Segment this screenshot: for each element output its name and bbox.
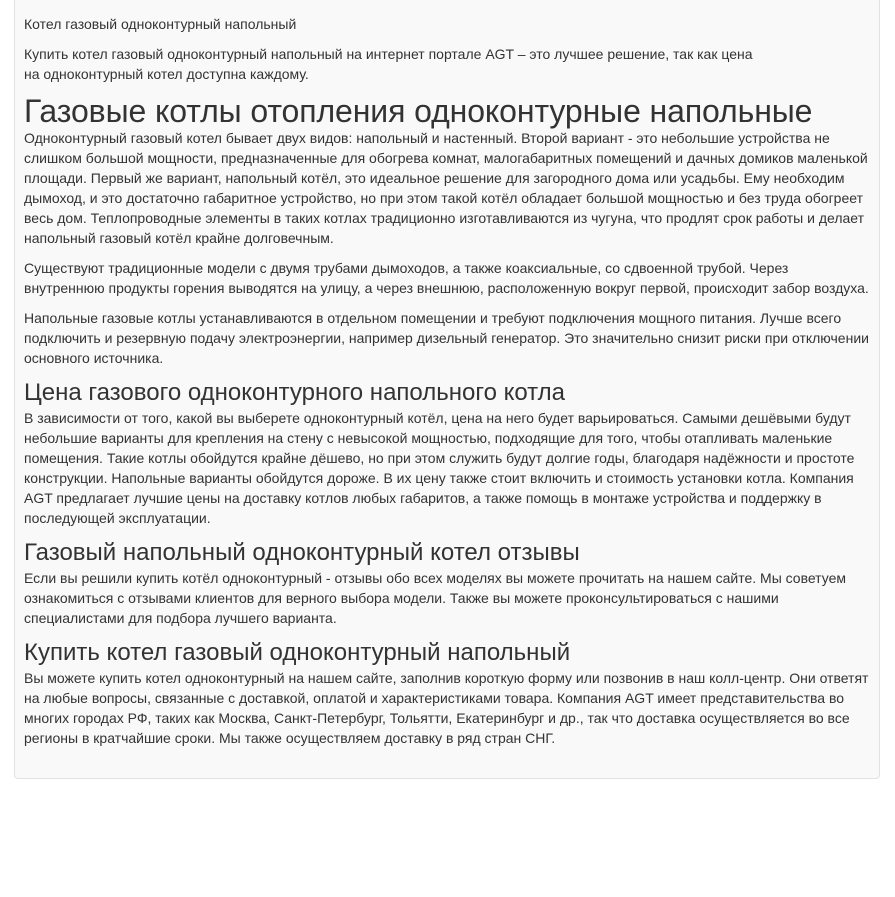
- section-paragraph: Вы можете купить котел одноконтурный на нашем сайте, заполнив короткую форму или позвонив в наш колл-центр. Они ответят на любые вопросы, связанные с доставкой, оплатой и характеристиками товара. Компания AGT имеет представительства во многих городах РФ, таких как Москва, Санкт-Петербург, Тольятти, Екатеринбург и др., так что доставка осуществляется во все регионы в кратчайшие сроки. Мы также осуществляем доставку в ряд стран СНГ.: [24, 670, 869, 746]
- content-well: [14, 0, 880, 779]
- section-buy: [24, 638, 871, 748]
- section-paragraph: Одноконтурный газовый котел бывает двух видов: напольный и настенный. Второй вариант - это небольшие устройства не слишком большой мощности, предназначенные для обогрева комнат, малогабаритных помещений и дачных домиков маленькой площади. Первый же вариант, напольный котёл, это идеальное решение для загородного дома или усадьбы. Ему необходим дымоход, и это достаточно габаритное устройство, но при этом такой котёл обладает большой мощностью и без труда обогреет весь дом. Теплопроводные элементы в таких котлах традиционно изготавливаются из чугуна, что продлят срок работы и делает напольный газовый котёл крайне долговечным.: [24, 130, 868, 246]
- section-heading: Цена газового одноконтурного напольного котла: [24, 379, 565, 406]
- intro-title: Котел газовый одноконтурный напольный: [24, 16, 297, 32]
- section-reviews: [24, 538, 871, 628]
- section-paragraph: В зависимости от того, какой вы выберете одноконтурный котёл, цена на него будет варьироваться. Самыми дешёвыми будут небольшие варианты для крепления на стену с невысокой мощностью, подходящие для того, чтобы отапливать маленькие помещения. Такие котлы обойдутся крайне дёшево, но при этом служить будут долгие годы, благодаря надёжности и простоте конструкции. Напольные варианты обойдутся дороже. В их цену также стоит включить и стоимость установки котла. Компания AGT предлагает лучшие цены на доставку котлов любых габаритов, а также помощь в монтаже устройства и поддержку в последующей эксплуатации.: [24, 410, 855, 526]
- section-heading: Газовый напольный одноконтурный котел отзывы: [24, 539, 580, 566]
- section-gas-boilers: [24, 94, 871, 368]
- section-paragraph: Существуют традиционные модели с двумя трубами дымоходов, а также коаксиальные, со сдвоенной трубой. Через внутреннюю продукты горения выводятся на улицу, а через внешнюю, расположенную вокруг первой, происходит забор воздуха.: [24, 260, 869, 296]
- section-price: [24, 378, 871, 528]
- section-paragraph: Напольные газовые котлы устанавливаются в отдельном помещении и требуют подключения мощного питания. Лучше всего подключить и резервную подачу электроэнергии, например дизельный генератор. Это значительно снизит риски при отключении основного источника.: [24, 310, 869, 366]
- section-heading: Купить котел газовый одноконтурный напольный: [24, 639, 571, 666]
- section-heading: Газовые котлы отопления одноконтурные напольные: [24, 93, 813, 129]
- section-paragraph: Если вы решили купить котёл одноконтурный - отзывы обо всех моделях вы можете прочитать на нашем сайте. Мы советуем ознакомиться с отзывами клиентов для верного выбора модели. Также вы можете проконсультироваться с нашими специалистами для подбора лучшего варианта.: [24, 570, 847, 626]
- intro-text: Купить котел газовый одноконтурный напольный на интернет портале AGT – это лучшее решение, так как цена на одноконтурный котел доступна каждому.: [24, 46, 753, 82]
